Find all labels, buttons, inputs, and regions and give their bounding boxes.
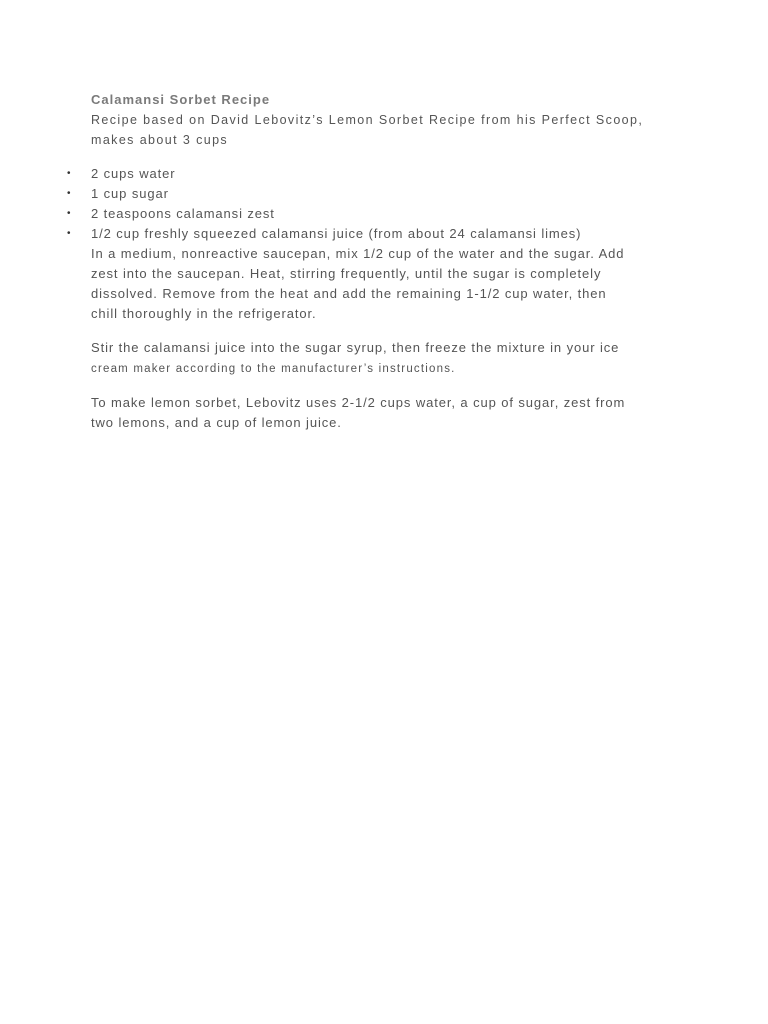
- list-item: [67, 204, 691, 224]
- instruction-line: dissolved. Remove from the heat and add the remaining 1-1/2 cup water, then: [91, 286, 607, 301]
- bullet-icon: •: [67, 228, 72, 239]
- instruction-line: zest into the saucepan. Heat, stirring frequently, until the sugar is completely: [91, 266, 602, 281]
- bullet-icon: •: [67, 188, 72, 199]
- bullet-icon: •: [67, 208, 72, 219]
- instruction-line: cream maker according to the manufacturer’s instructions.: [91, 363, 456, 375]
- recipe-content: [67, 90, 691, 433]
- ingredient-text: 1 cup sugar: [91, 186, 169, 201]
- ingredient-text: 2 cups water: [91, 166, 176, 181]
- instruction-step-2: [91, 338, 691, 379]
- lemon-variation-note: [91, 393, 691, 433]
- ingredient-list: [67, 164, 691, 244]
- list-item: [67, 224, 691, 244]
- note-line: two lemons, and a cup of lemon juice.: [91, 415, 342, 430]
- recipe-title: Calamansi Sorbet Recipe: [91, 92, 271, 107]
- list-item: [67, 184, 691, 204]
- instruction-step-1: [91, 244, 691, 324]
- instruction-line: In a medium, nonreactive saucepan, mix 1/2 cup of the water and the sugar. Add: [91, 246, 625, 261]
- instruction-line: Stir the calamansi juice into the sugar syrup, then freeze the mixture in your ice: [91, 340, 620, 355]
- recipe-subtitle-line-2: makes about 3 cups: [91, 133, 229, 147]
- bullet-icon: •: [67, 168, 72, 179]
- ingredient-text: 1/2 cup freshly squeezed calamansi juice (from about 24 calamansi limes): [91, 226, 582, 241]
- recipe-subtitle-line-1: Recipe based on David Lebovitz’s Lemon Sorbet Recipe from his Perfect Scoop,: [91, 113, 644, 127]
- list-item: [67, 164, 691, 184]
- instruction-line: chill thoroughly in the refrigerator.: [91, 306, 317, 321]
- note-line: To make lemon sorbet, Lebovitz uses 2-1/2 cups water, a cup of sugar, zest from: [91, 395, 626, 410]
- ingredient-text: 2 teaspoons calamansi zest: [91, 206, 275, 221]
